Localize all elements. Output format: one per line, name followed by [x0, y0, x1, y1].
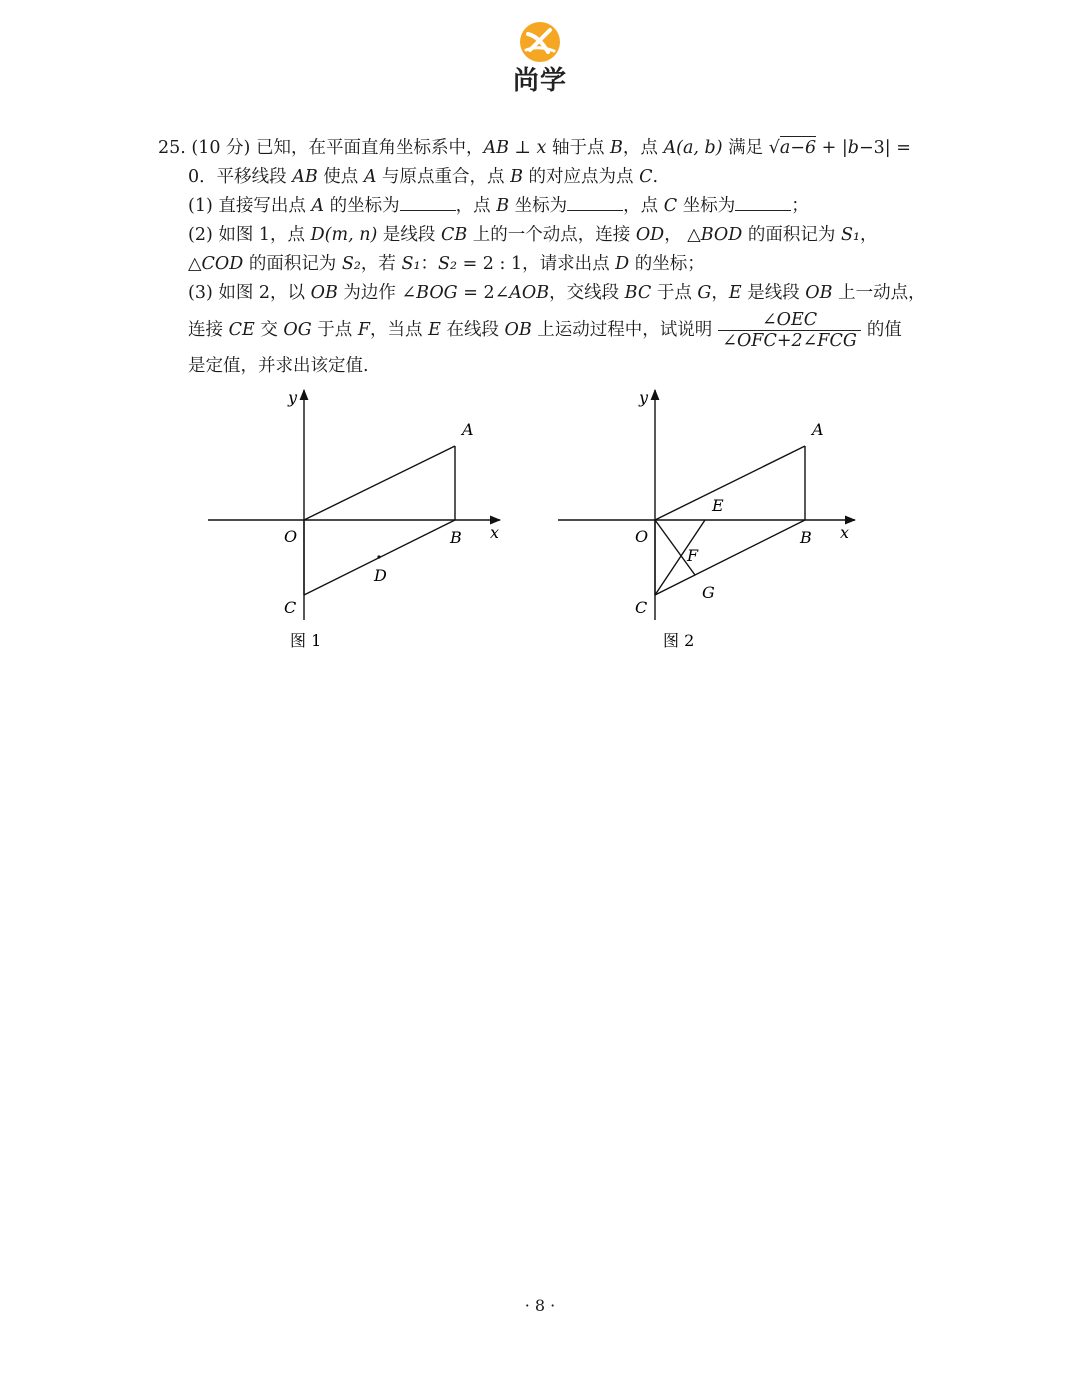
- label-F: F: [687, 546, 699, 565]
- math: B: [510, 167, 523, 187]
- text: 使点: [317, 167, 364, 187]
- text: = 2∠: [457, 283, 510, 303]
- text: 是线段: [741, 283, 806, 303]
- math: AOB: [509, 283, 550, 303]
- math: CB: [440, 225, 468, 245]
- math: S₂: [438, 254, 458, 274]
- math: OB: [310, 283, 338, 303]
- label-D: D: [374, 566, 387, 585]
- math: a−6: [779, 138, 817, 158]
- text: ，点: [622, 138, 664, 158]
- text: 的面积记为: [243, 254, 342, 274]
- text: 交: [254, 320, 284, 340]
- math: A: [311, 196, 325, 216]
- answer-blank-a: [400, 192, 456, 211]
- label-G: G: [702, 583, 715, 602]
- question-line-2: [158, 163, 928, 192]
- math: E: [728, 283, 742, 303]
- math: B: [610, 138, 623, 158]
- label-A: A: [462, 420, 474, 439]
- text: 连接: [188, 320, 229, 340]
- text: 于点: [651, 283, 698, 303]
- math: S₂: [341, 254, 361, 274]
- math: BC: [624, 283, 652, 303]
- math: A: [363, 167, 377, 187]
- text: ，: [711, 283, 729, 303]
- text: 25. (10 分) 已知，在平面直角坐标系中，: [158, 138, 484, 158]
- math: OD: [635, 225, 665, 245]
- text: ；: [791, 196, 809, 216]
- math: C: [663, 196, 678, 216]
- fraction: [718, 310, 861, 351]
- label-B: B: [800, 528, 812, 547]
- text: 的对应点为点: [522, 167, 640, 187]
- fraction-numerator: ∠OEC: [718, 310, 861, 331]
- text: 的坐标；: [629, 254, 705, 274]
- text: −3| =: [858, 138, 911, 158]
- text: (3) 如图 2，以: [188, 283, 311, 303]
- math: S₁: [840, 225, 860, 245]
- question-part-2: [158, 221, 928, 250]
- math: BOG: [416, 283, 458, 303]
- text: ， △: [664, 225, 701, 245]
- label-C: C: [284, 598, 297, 617]
- figure-1: [200, 385, 520, 660]
- text: △: [188, 254, 202, 274]
- label-B: B: [450, 528, 462, 547]
- label-x: x: [490, 523, 500, 542]
- text: 坐标为: [677, 196, 736, 216]
- text: ，点: [455, 196, 497, 216]
- segment-CB: [655, 520, 805, 595]
- question-part-2-cont: [158, 250, 928, 279]
- text: 上一动点，: [832, 283, 926, 303]
- text: 是线段: [377, 225, 441, 245]
- question-part-3-cont: [158, 308, 928, 352]
- segment-OA: [655, 446, 805, 520]
- text: 的值: [866, 320, 902, 340]
- text: 与原点重合，点: [376, 167, 511, 187]
- math: COD: [201, 254, 244, 274]
- answer-blank-b: [567, 192, 623, 211]
- label-x: x: [840, 523, 850, 542]
- math: CE: [228, 320, 255, 340]
- text: .: [652, 167, 659, 187]
- brand-name: 尚学: [512, 66, 567, 96]
- text: = 2 : 1，请求出点: [457, 254, 616, 274]
- segment-OA: [304, 446, 455, 520]
- text: ，: [859, 225, 878, 245]
- text: (1) 直接写出点: [188, 196, 312, 216]
- text: 上运动过程中，试说明: [531, 320, 713, 340]
- label-O: O: [284, 527, 298, 546]
- question-block: [158, 134, 928, 381]
- text: 上的一个动点，连接: [467, 225, 636, 245]
- label-E: E: [712, 496, 724, 515]
- text: 于点: [311, 320, 358, 340]
- fraction-denominator: ∠OFC+2∠FCG: [722, 331, 857, 351]
- math: A(a, b): [663, 138, 723, 158]
- math: G: [697, 283, 712, 303]
- text: ，点: [623, 196, 664, 216]
- answer-blank-c: [735, 192, 791, 211]
- text: 的面积记为: [742, 225, 841, 245]
- point-D: [377, 555, 380, 558]
- question-part-1: [158, 192, 928, 221]
- text: ，交线段: [549, 283, 625, 303]
- brand-logo: [505, 20, 575, 97]
- logo-mark-icon: [518, 20, 562, 64]
- math: F: [357, 320, 371, 340]
- figure-1-caption: 图 1: [290, 631, 322, 650]
- text: 轴于点: [546, 138, 611, 158]
- math: b: [847, 138, 859, 158]
- question-part-3-end: [158, 352, 928, 381]
- text: ：: [420, 254, 438, 274]
- label-C: C: [635, 598, 648, 617]
- page-number: · 8 ·: [524, 1296, 556, 1315]
- text: (2) 如图 1，点: [188, 225, 311, 245]
- math: D: [615, 254, 630, 274]
- text: 坐标为: [509, 196, 568, 216]
- figure-2: [550, 385, 870, 660]
- question-line-1: [158, 134, 928, 163]
- label-A: A: [812, 420, 824, 439]
- question-part-3: [158, 279, 928, 308]
- math: D(m, n): [310, 225, 378, 245]
- label-y: y: [639, 388, 649, 407]
- text: 是定值，并求出该定值.: [188, 356, 369, 376]
- text: 在线段: [440, 320, 505, 340]
- text: ，当点: [370, 320, 429, 340]
- math: OB: [504, 320, 532, 340]
- math: BOD: [700, 225, 743, 245]
- text: 为边作 ∠: [337, 283, 417, 303]
- text: 的坐标为: [324, 196, 400, 216]
- text: 满足 √: [722, 138, 780, 158]
- math: AB: [292, 167, 318, 187]
- math: S₁: [401, 254, 421, 274]
- math: C: [639, 167, 653, 187]
- label-y: y: [288, 388, 298, 407]
- label-O: O: [635, 527, 649, 546]
- text: + |: [816, 138, 848, 158]
- math: E: [428, 320, 441, 340]
- math: B: [496, 196, 510, 216]
- text: ，若: [360, 254, 402, 274]
- figure-2-caption: 图 2: [663, 631, 695, 650]
- math: AB ⊥ x: [483, 138, 547, 158]
- text: 0．平移线段: [188, 167, 293, 187]
- math: OG: [283, 320, 312, 340]
- math: OB: [805, 283, 833, 303]
